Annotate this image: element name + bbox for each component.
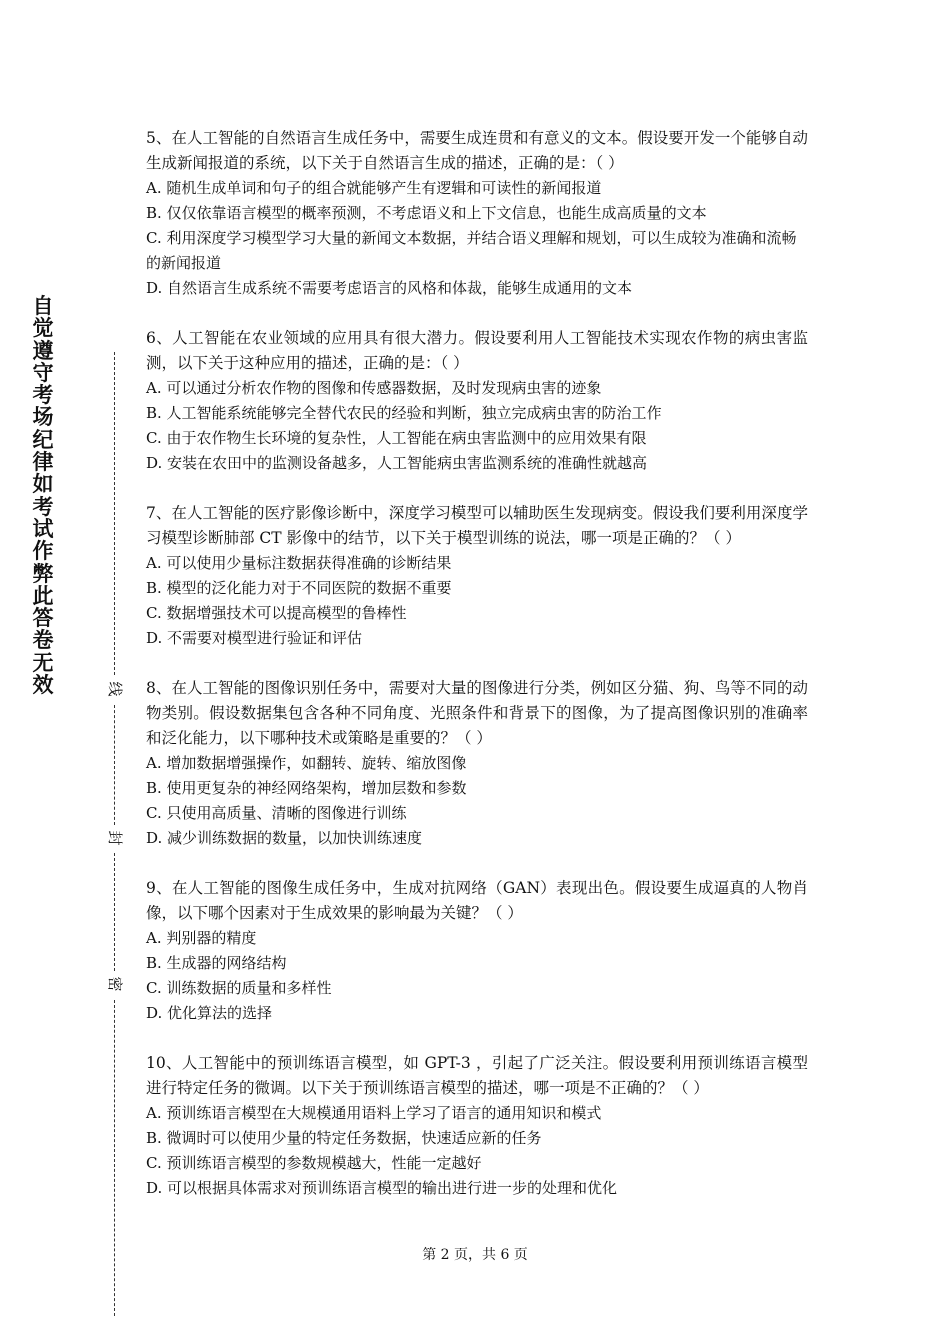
option-d: D. 不需要对模型进行验证和评估 xyxy=(146,629,363,647)
option-list xyxy=(146,751,808,851)
binding-label-mi: 密 xyxy=(106,976,124,992)
question-6 xyxy=(146,326,808,476)
binding-dashed-line-upper-mid xyxy=(114,705,115,825)
option-b: B. 人工智能系统能够完全替代农民的经验和判断，独立完成病虫害的防治工作 xyxy=(146,404,662,422)
binding-label-xian: 线 xyxy=(106,681,124,697)
question-stem: 7、在人工智能的医疗影像诊断中，深度学习模型可以辅助医生发现病变。假设我们要利用深度学习模型诊断肺部 CT 影像中的结节，以下关于模型训练的说法，哪一项是正确的？（ ） xyxy=(146,504,808,547)
question-stem: 8、在人工智能的图像识别任务中，需要对大量的图像进行分类，例如区分猫、狗、鸟等不同的动物类别。假设数据集包含各种不同角度、光照条件和背景下的图像，为了提高图像识别的准确率和泛化能力，以下哪种技术或策略是重要的？（ ） xyxy=(146,679,808,747)
option-a: A. 判别器的精度 xyxy=(146,929,257,947)
question-5 xyxy=(146,126,808,301)
option-a: A. 可以使用少量标注数据获得准确的诊断结果 xyxy=(146,554,452,572)
option-d: D. 安装在农田中的监测设备越多，人工智能病虫害监测系统的准确性就越高 xyxy=(146,454,648,472)
question-8 xyxy=(146,676,808,851)
question-stem: 5、在人工智能的自然语言生成任务中，需要生成连贯和有意义的文本。假设要开发一个能够自动生成新闻报道的系统，以下关于自然语言生成的描述，正确的是：（ ） xyxy=(146,129,808,172)
option-list xyxy=(146,176,808,301)
option-b: B. 模型的泛化能力对于不同医院的数据不重要 xyxy=(146,579,452,597)
question-stem: 10、人工智能中的预训练语言模型，如 GPT-3 ，引起了广泛关注。假设要利用预训练语言模型进行特定任务的微调。以下关于预训练语言模型的描述，哪一项是不正确的？（ ） xyxy=(146,1054,808,1097)
option-list xyxy=(146,376,808,476)
option-a: A. 随机生成单词和句子的组合就能够产生有逻辑和可读性的新闻报道 xyxy=(146,179,602,197)
option-a: A. 可以通过分析农作物的图像和传感器数据，及时发现病虫害的迹象 xyxy=(146,379,602,397)
page-number: 第 2 页，共 6 页 xyxy=(422,1247,528,1263)
option-c: C. 数据增强技术可以提高模型的鲁棒性 xyxy=(146,604,407,622)
option-b: B. 使用更复杂的神经网络架构，增加层数和参数 xyxy=(146,779,467,797)
option-d: D. 减少训练数据的数量，以加快训练速度 xyxy=(146,829,423,847)
option-b: B. 仅仅依靠语言模型的概率预测，不考虑语义和上下文信息，也能生成高质量的文本 xyxy=(146,204,707,222)
option-b: B. 生成器的网络结构 xyxy=(146,954,287,972)
exam-discipline-warning: 自觉遵守考场纪律如考试作弊此答卷无效 xyxy=(32,294,54,698)
binding-dashed-line-lower-mid xyxy=(114,853,115,971)
option-b: B. 微调时可以使用少量的特定任务数据，快速适应新的任务 xyxy=(146,1129,542,1147)
question-stem: 6、人工智能在农业领域的应用具有很大潜力。假设要利用人工智能技术实现农作物的病虫害监测，以下关于这种应用的描述，正确的是：（ ） xyxy=(146,329,808,372)
option-d: D. 优化算法的选择 xyxy=(146,1004,273,1022)
option-c: C. 利用深度学习模型学习大量的新闻文本数据，并结合语义理解和规划，可以生成较为准确和流畅的新闻报道 xyxy=(146,229,797,272)
option-d: D. 自然语言生成系统不需要考虑语言的风格和体裁，能够生成通用的文本 xyxy=(146,279,633,297)
question-9 xyxy=(146,876,808,1026)
option-c: C. 训练数据的质量和多样性 xyxy=(146,979,332,997)
option-list xyxy=(146,551,808,651)
option-list xyxy=(146,926,808,1026)
option-d: D. 可以根据具体需求对预训练语言模型的输出进行进一步的处理和优化 xyxy=(146,1179,618,1197)
option-c: C. 由于农作物生长环境的复杂性，人工智能在病虫害监测中的应用效果有限 xyxy=(146,429,647,447)
binding-dashed-line-top xyxy=(114,352,115,675)
binding-dashed-line-bottom xyxy=(114,1000,115,1316)
question-10 xyxy=(146,1051,808,1201)
option-a: A. 预训练语言模型在大规模通用语料上学习了语言的通用知识和模式 xyxy=(146,1104,602,1122)
question-7 xyxy=(146,501,808,651)
question-list xyxy=(146,126,808,1226)
option-c: C. 只使用高质量、清晰的图像进行训练 xyxy=(146,804,407,822)
question-stem: 9、在人工智能的图像生成任务中，生成对抗网络（GAN）表现出色。假设要生成逼真的人物肖像，以下哪个因素对于生成效果的影响最为关键？（ ） xyxy=(146,879,808,922)
option-c: C. 预训练语言模型的参数规模越大，性能一定越好 xyxy=(146,1154,482,1172)
option-a: A. 增加数据增强操作，如翻转、旋转、缩放图像 xyxy=(146,754,467,772)
option-list xyxy=(146,1101,808,1201)
binding-label-feng: 封 xyxy=(106,830,124,846)
